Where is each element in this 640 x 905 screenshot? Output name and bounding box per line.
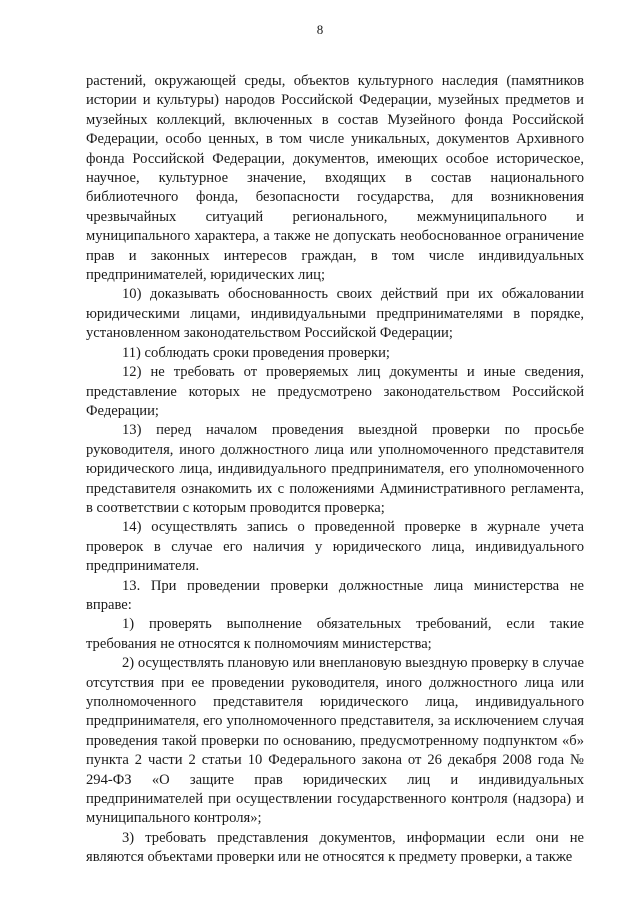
paragraph: 13. При проведении проверки должностные лица министерства не вправе: — [86, 577, 584, 613]
paragraph: 12) не требовать от проверяемых лиц документы и иные сведения, представление которых не предусмотрено законодательством Российской Федерации; — [86, 364, 584, 419]
document-body — [86, 72, 584, 868]
paragraph: 2) осуществлять плановую или внеплановую выездную проверку в случае отсутствия при ее проведении руководителя, иного должностного лица или уполномоченного представителя юридического лица, индивидуального предпринимателя, его уполномоченного представителя, за исключением случая проведения такой проверки по основанию, предусмотренному подпунктом «б» пункта 2 части 2 статьи 10 Федерального закона от 26 декабря 2008 года № 294-ФЗ «О защите прав юридических лиц и индивидуальных предпринимателей при осуществлении государственного контроля (надзора) и муниципального контроля»; — [86, 655, 584, 827]
paragraph: 14) осуществлять запись о проведенной проверке в журнале учета проверок в случае его наличия у юридического лица, индивидуального предпринимателя. — [86, 519, 584, 575]
paragraph: 13) перед началом проведения выездной проверки по просьбе руководителя, иного должностного лица или уполномоченного представителя юридического лица, индивидуального предпринимателя, его уполномоченного представителя ознакомить их с положениями Административного регламента, в соответствии с которым проводится проверка; — [86, 422, 584, 516]
paragraph: 3) требовать представления документов, информации если они не являются объектами проверки или не относятся к предмету проверки, а также — [86, 829, 584, 866]
page-number: 8 — [316, 22, 324, 37]
paragraph: 11) соблюдать сроки проведения проверки; — [122, 344, 390, 361]
paragraph: 10) доказывать обоснованность своих действий при их обжаловании юридическими лицами, индивидуальными предпринимателями в порядке, установленном законодательством Российской Федерации; — [86, 286, 584, 342]
paragraph: растений, окружающей среды, объектов культурного наследия (памятников истории и культуры) народов Российской Федерации, музейных предметов и музейных коллекций, включенных в состав Музейного фонда Российской Федерации, особо ценных, в том числе уникальных, документов Архивного фонда Российской Федерации, документов, имеющих особое историческое, научное, культурное значение, входящих в состав национального библиотечного фонда, безопасности государства, для возникновения чрезвычайных ситуаций регионального, межмуниципального и муниципального характера, а также не допускать необоснованное ограничение прав и законных интересов граждан, в том числе индивидуальных предпринимателей, юридических лиц; — [86, 73, 584, 284]
paragraph: 1) проверять выполнение обязательных требований, если такие требования не относятся к полномочиям министерства; — [86, 616, 584, 652]
